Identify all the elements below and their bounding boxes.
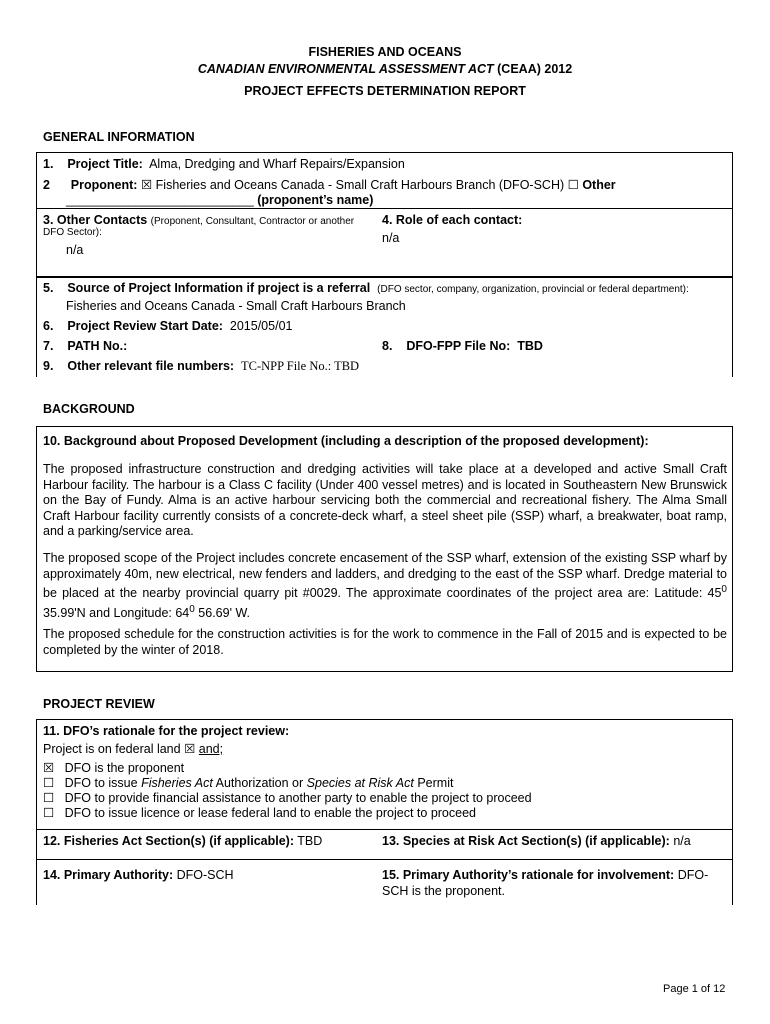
- sara-value: n/a: [673, 834, 691, 848]
- q15-value-cont: SCH is the proponent.: [382, 884, 505, 898]
- doc-act: CANADIAN ENVIRONMENTAL ASSESSMENT ACT (CEAA) 2012: [197, 62, 573, 76]
- background-paragraph-3: The proposed schedule for the construction activities is for the work to commence in the Fall of 2015 and is expected to be completed by the winter of 2018.: [43, 627, 727, 657]
- rationale-option: ☒ DFO is the proponent: [43, 761, 185, 775]
- fisheries-act-value: TBD: [297, 834, 323, 848]
- other-checkbox[interactable]: ☐: [567, 178, 579, 192]
- q1-row: 1. Project Title: Alma, Dredging and Wharf Repairs/Expansion: [43, 157, 405, 171]
- divider: [36, 277, 733, 278]
- q2-row: 2 Proponent: ☒ Fisheries and Oceans Canada - Small Craft Harbours Branch (DFO-SCH) ☐ Other: [43, 178, 616, 192]
- q15-row: 15. Primary Authority’s rationale for involvement: DFO-: [382, 868, 709, 882]
- q9-row: 9. Other relevant file numbers: TC-NPP File No.: TBD: [43, 359, 360, 373]
- q12-row: 12. Fisheries Act Section(s) (if applicable): TBD: [43, 834, 323, 848]
- proponent-name-line: ___________________________ (proponent’s name): [66, 193, 374, 207]
- q7-row: 7. PATH No.:: [43, 339, 128, 353]
- q6-row: 6. Project Review Start Date: 2015/05/01: [43, 319, 293, 333]
- fpp-file-value: TBD: [517, 339, 543, 353]
- rationale-option: ☐ DFO to issue licence or lease federal land to enable the project to proceed: [43, 806, 476, 820]
- q3-hint: DFO Sector):: [43, 227, 102, 238]
- rationale-option: ☐ DFO to issue Fisheries Act Authorization or Species at Risk Act Permit: [43, 776, 454, 790]
- rationale-checkbox[interactable]: ☒: [43, 761, 55, 775]
- other-contacts-value: n/a: [66, 243, 84, 257]
- rationale-option: ☐ DFO to provide financial assistance to another party to enable the project to proceed: [43, 791, 532, 805]
- background-paragraph-2: The proposed scope of the Project includes concrete encasement of the SSP wharf, extension of the existing SSP wharf by approximately 40m, new electrical, new fenders and ladders, and dredging to the east of the SSP wharf. Dredge material to be placed at the nearby provincial quarry pit #0029. The approximate coordinates of the project area are: Latitude: $45^0$ 35.99'N and Longitude: $64^0$ 56.69' W.: [43, 551, 727, 621]
- q14-row: 14. Primary Authority: DFO-SCH: [43, 868, 234, 882]
- other-file-value: TC-NPP File No.: TBD: [241, 359, 360, 373]
- q1-label: Project Title:: [67, 157, 143, 171]
- section-general-heading: GENERAL INFORMATION: [43, 130, 195, 144]
- rationale-checkbox[interactable]: ☐: [43, 806, 55, 820]
- doc-title: PROJECT EFFECTS DETERMINATION REPORT: [244, 84, 526, 98]
- start-date-value: 2015/05/01: [229, 319, 293, 333]
- divider: [36, 859, 733, 860]
- federal-land-row: Project is on federal land ☒ and;: [43, 742, 224, 756]
- q10-label: 10. Background about Proposed Development (including a description of the proposed development):: [43, 434, 649, 448]
- q13-row: 13. Species at Risk Act Section(s) (if applicable): n/a: [382, 834, 691, 848]
- project-title-value: Alma, Dredging and Wharf Repairs/Expansion: [149, 157, 405, 171]
- source-value: Fisheries and Oceans Canada - Small Craft Harbours Branch: [66, 299, 406, 313]
- q11-label: 11. DFO’s rationale for the project review:: [43, 724, 290, 738]
- divider: [36, 829, 733, 830]
- section-background-heading: BACKGROUND: [43, 402, 135, 416]
- rationale-checkbox[interactable]: ☐: [43, 791, 55, 805]
- role-value: n/a: [382, 231, 400, 245]
- primary-authority-value: DFO-SCH: [176, 868, 234, 882]
- doc-agency: FISHERIES AND OCEANS: [308, 45, 462, 59]
- q3-label: 3. Other Contacts (Proponent, Consultant, Contractor or another: [43, 213, 355, 227]
- page-number: Page 1 of 12: [663, 983, 726, 995]
- q5-row: 5. Source of Project Information if project is a referral (DFO sector, company, organization, provincial or federal department):: [43, 281, 689, 295]
- proponent-value: Fisheries and Oceans Canada - Small Craft Harbours Branch (DFO-SCH): [155, 178, 565, 192]
- proponent-checkbox[interactable]: ☒: [140, 178, 153, 192]
- rationale-checkbox[interactable]: ☐: [43, 776, 55, 790]
- q8-row: 8. DFO-FPP File No: TBD: [382, 339, 543, 353]
- section-review-heading: PROJECT REVIEW: [43, 697, 155, 711]
- divider: [36, 208, 733, 209]
- federal-land-checkbox[interactable]: ☒: [184, 742, 196, 756]
- background-paragraph-1: The proposed infrastructure construction and dredging activities will take place at a developed and active Small Craft Harbour facility. The harbour is a Class C facility (Under 400 vessel metres) and is located in Southeastern New Brunswick on the Bay of Fundy. Alma is an active harbour servicing both the commercial and recreational fishery. The Alma Small Craft Harbour facility currently consists of a concrete-deck wharf, a steel sheet pile (SSP) wharf, a breakwater, boat ramp, and a parking/service area.: [43, 462, 727, 539]
- q4-label: 4. Role of each contact:: [382, 213, 523, 227]
